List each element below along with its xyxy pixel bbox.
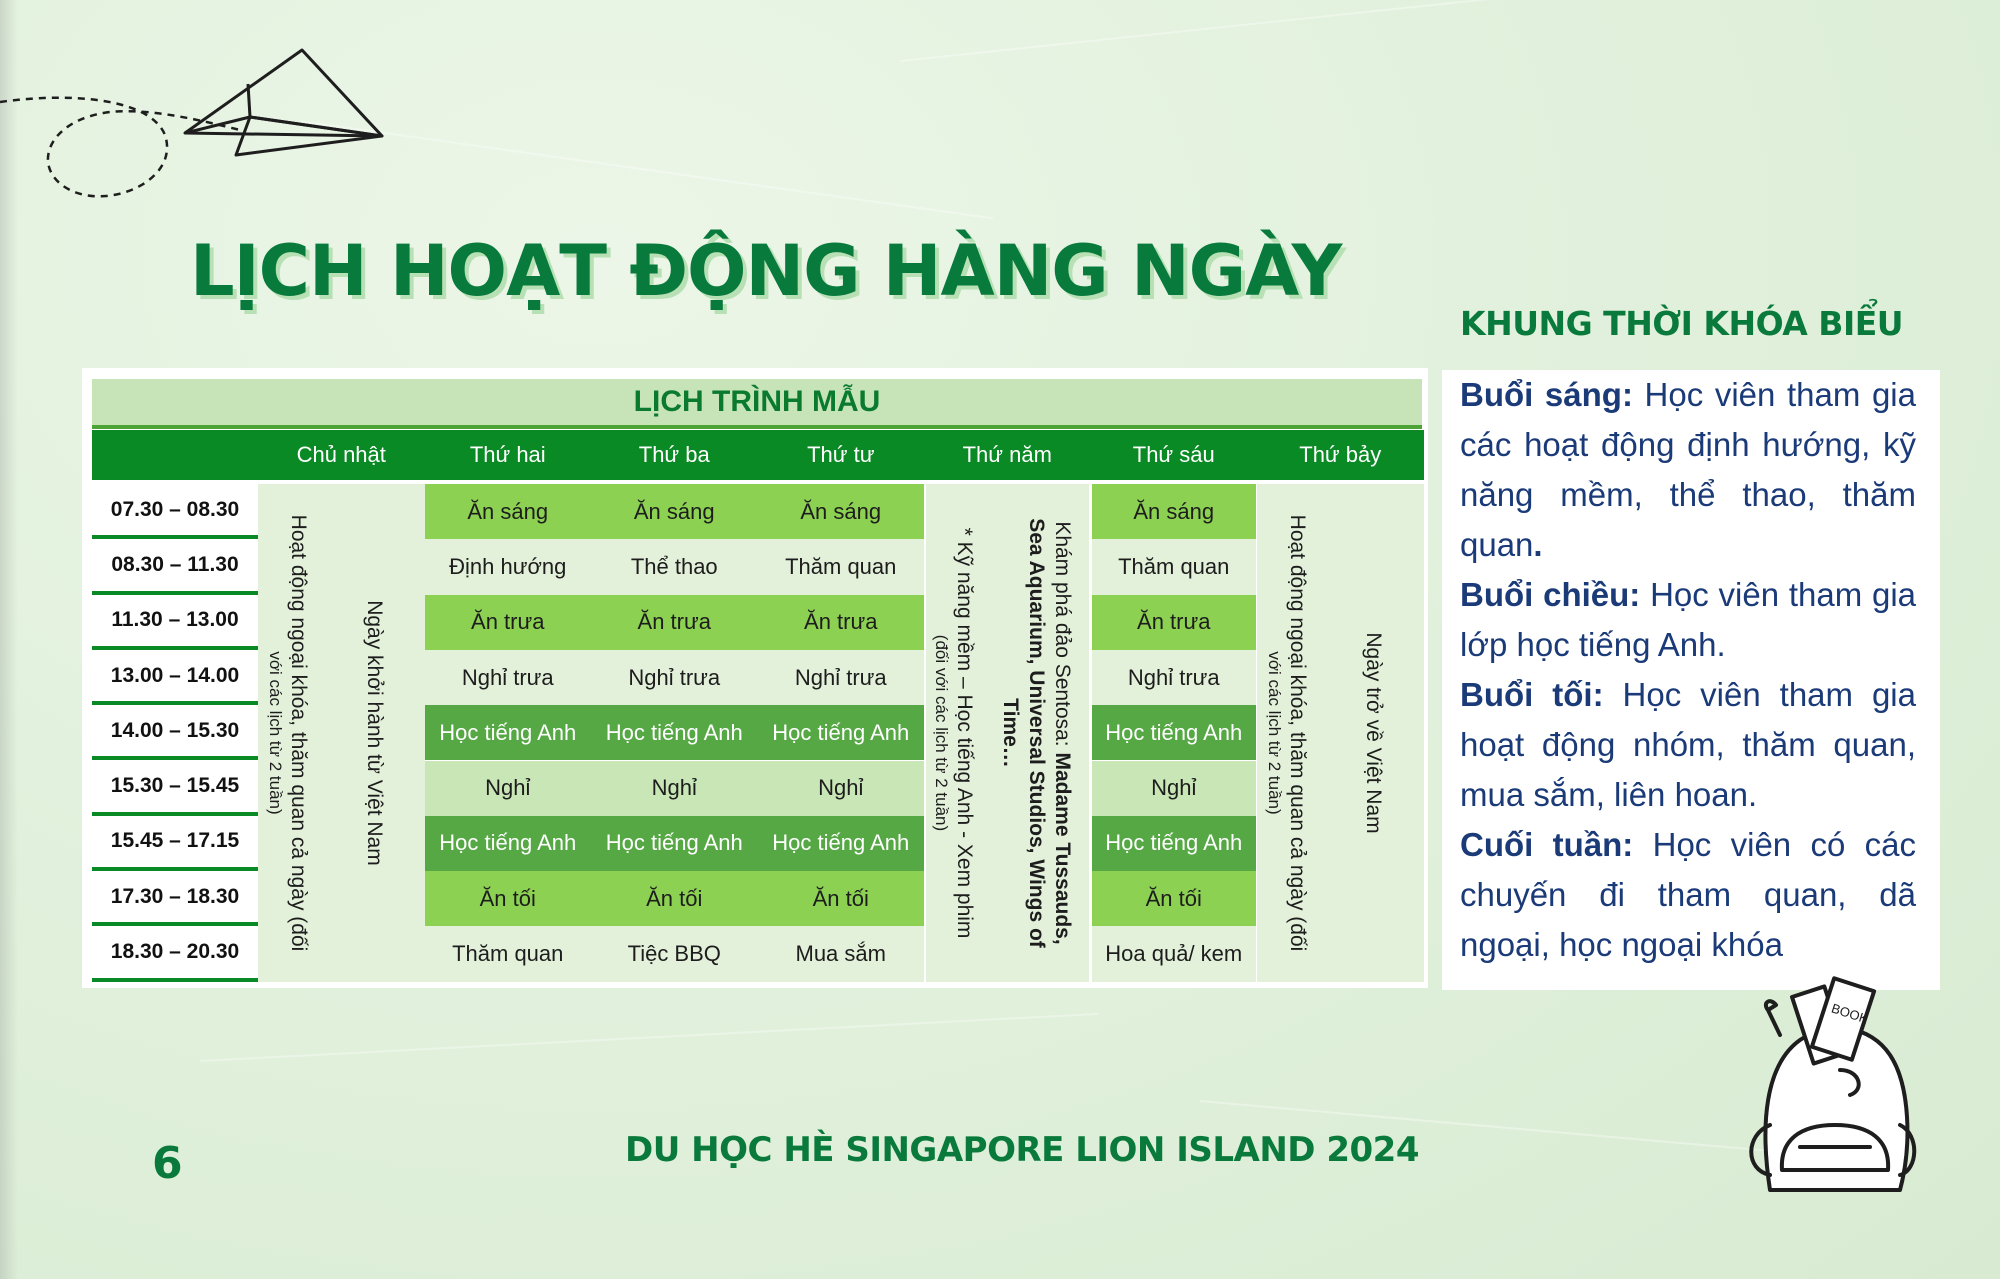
footer-text: DU HỌC HÈ SINGAPORE LION ISLAND 2024 — [625, 1130, 1419, 1170]
vertical-text-line — [1264, 651, 1284, 814]
saturday-activities-text — [1264, 473, 1310, 993]
day-header: Thứ năm — [924, 430, 1091, 480]
schedule-cell: Ăn tối — [1092, 871, 1257, 926]
vertical-text-line — [1284, 515, 1310, 952]
day-header: Thứ hai — [425, 430, 592, 480]
vertical-text-segment: Hoạt động ngoại khóa, thăm quan cả ngày — [1286, 514, 1309, 911]
paper-crease — [200, 1013, 1099, 1062]
schedule-cell: Nghỉ — [758, 761, 925, 816]
schedule-table — [82, 368, 1428, 988]
day-header: Thứ sáu — [1091, 430, 1258, 480]
schedule-cell: Nghỉ — [425, 761, 592, 816]
schedule-cell: Ăn sáng — [758, 484, 925, 539]
backpack-book-label: BOOK — [1829, 1000, 1870, 1027]
page-number: 6 — [152, 1138, 183, 1189]
vertical-text-segment: Hoạt động ngoại khóa, thăm quan cả ngày — [287, 514, 310, 911]
schedule-cell: Thăm quan — [425, 926, 592, 981]
backpack-icon — [1740, 975, 1920, 1205]
schedule-cell: Học tiếng Anh — [425, 816, 592, 871]
vertical-text-segment: Time… — [999, 698, 1022, 768]
schedule-cell: Nghỉ — [1092, 761, 1257, 816]
vertical-text-line — [361, 600, 387, 866]
schedule-cell: Định hướng — [425, 539, 592, 594]
time-slot: 15.30 – 15.45 — [92, 761, 258, 816]
schedule-cell: Ăn sáng — [425, 484, 592, 539]
schedule-cell: Học tiếng Anh — [758, 816, 925, 871]
page-title: LỊCH HOẠT ĐỘNG HÀNG NGÀY — [190, 230, 1342, 312]
morning-end: . — [1533, 526, 1543, 563]
schedule-cell: Thể thao — [591, 539, 758, 594]
schedule-cell: Ăn trưa — [425, 595, 592, 650]
paper-crease — [300, 120, 993, 219]
schedule-cell: Học tiếng Anh — [425, 705, 592, 760]
vertical-text-segment: Sea Aquarium, Universal Studios, Wings of — [1025, 518, 1048, 948]
header-blank — [92, 430, 258, 480]
schedule-cell: Học tiếng Anh — [591, 705, 758, 760]
schedule-cell: Ăn trưa — [1092, 595, 1257, 650]
schedule-cell: Học tiếng Anh — [1092, 816, 1257, 871]
vertical-text-line — [265, 651, 285, 814]
afternoon-text: Học viên tham gia lớp học tiếng Anh. — [1460, 576, 1917, 663]
vertical-text-segment: * Kỹ năng mềm – Học tiếng Anh - Xem phim — [953, 527, 976, 939]
schedule-cell: Ăn trưa — [591, 595, 758, 650]
vertical-text-segment: với các lịch từ 2 tuần) — [1265, 651, 1284, 815]
afternoon-label: Buổi chiều: — [1460, 576, 1641, 613]
vertical-text-line — [1023, 518, 1049, 948]
vertical-text-segment: (đối với các lịch từ 2 tuần) — [932, 634, 951, 832]
schedule-cell: Ăn tối — [591, 871, 758, 926]
vertical-text-line — [951, 527, 977, 938]
time-slot: 17.30 – 18.30 — [92, 871, 258, 926]
schedule-cell: Ăn sáng — [591, 484, 758, 539]
schedule-cell: Thăm quan — [1092, 539, 1257, 594]
evening-text: Học viên tham gia hoạt động nhóm, thăm quan, mua sắm, liên hoan. — [1460, 676, 1916, 813]
time-slot: 08.30 – 11.30 — [92, 539, 258, 594]
framework-box — [1442, 370, 1940, 990]
schedule-cell: Ăn tối — [425, 871, 592, 926]
time-slot: 15.45 – 17.15 — [92, 816, 258, 871]
thursday-skills-text — [931, 473, 977, 993]
saturday-return-text — [1360, 473, 1386, 993]
schedule-banner: LỊCH TRÌNH MẪU — [92, 379, 1422, 429]
afternoon-paragraph — [1460, 570, 1916, 670]
sunday-departure-text — [361, 473, 387, 993]
schedule-cell: Ăn tối — [758, 871, 925, 926]
vertical-text-segment: Madame Tussauds, — [1051, 752, 1074, 945]
schedule-cell: Học tiếng Anh — [591, 816, 758, 871]
time-slot: 14.00 – 15.30 — [92, 705, 258, 760]
weekend-text: Học viên có các chuyến đi tham quan, dã ngoại, học ngoại khóa — [1460, 826, 1916, 963]
schedule-cell: Nghỉ trưa — [425, 650, 592, 705]
day-header: Chủ nhật — [258, 430, 425, 480]
evening-label: Buổi tối: — [1460, 676, 1604, 713]
time-slot: 11.30 – 13.00 — [92, 595, 258, 650]
day-header: Thứ ba — [591, 430, 758, 480]
vertical-text-line — [1049, 521, 1075, 944]
vertical-text-line — [931, 635, 951, 831]
paper-airplane-icon — [0, 40, 400, 220]
thursday-sentosa-text — [997, 473, 1075, 993]
schedule-cell: Ăn trưa — [758, 595, 925, 650]
schedule-cell: Nghỉ trưa — [591, 650, 758, 705]
schedule-cell: Nghỉ trưa — [758, 650, 925, 705]
paper-crease — [900, 0, 1497, 62]
framework-title: KHUNG THỜI KHÓA BIỂU — [1460, 304, 1904, 343]
time-slot: 18.30 – 20.30 — [92, 926, 258, 981]
schedule-cell: Tiệc BBQ — [591, 926, 758, 981]
morning-text: Học viên tham gia các hoạt động định hướng, kỹ năng mềm, thể thao, thăm quan — [1460, 376, 1916, 563]
schedule-cell: Thăm quan — [758, 539, 925, 594]
vertical-text-segment: Ngày khởi hành từ Việt Nam — [363, 600, 386, 866]
vertical-text-line — [997, 698, 1023, 768]
weekend-label: Cuối tuần: — [1460, 826, 1634, 863]
schedule-cell: Hoa quả/ kem — [1092, 926, 1257, 981]
schedule-cell: Nghỉ trưa — [1092, 650, 1257, 705]
vertical-text-line — [285, 515, 311, 952]
time-slot: 13.00 – 14.00 — [92, 650, 258, 705]
sunday-activities-text — [265, 473, 311, 993]
vertical-text-segment: (đối — [287, 916, 310, 952]
schedule-cell: Nghỉ — [591, 761, 758, 816]
morning-paragraph — [1460, 370, 1916, 570]
day-header: Thứ bảy — [1257, 430, 1424, 480]
vertical-text-segment: Khám phá đảo Sentosa: — [1051, 521, 1074, 747]
evening-paragraph — [1460, 670, 1916, 820]
schedule-cell: Mua sắm — [758, 926, 925, 981]
day-header: Thứ tư — [758, 430, 925, 480]
weekend-paragraph — [1460, 820, 1916, 970]
schedule-cell: Học tiếng Anh — [758, 705, 925, 760]
vertical-text-segment: (đối — [1286, 916, 1309, 952]
vertical-text-segment: với các lịch từ 2 tuần) — [266, 651, 285, 815]
schedule-cell: Ăn sáng — [1092, 484, 1257, 539]
vertical-text-segment: Ngày trở về Việt Nam — [1362, 632, 1385, 834]
schedule-cell: Học tiếng Anh — [1092, 705, 1257, 760]
vertical-text-line — [1360, 632, 1386, 833]
morning-label: Buổi sáng: — [1460, 376, 1633, 413]
time-slot: 07.30 – 08.30 — [92, 484, 258, 539]
